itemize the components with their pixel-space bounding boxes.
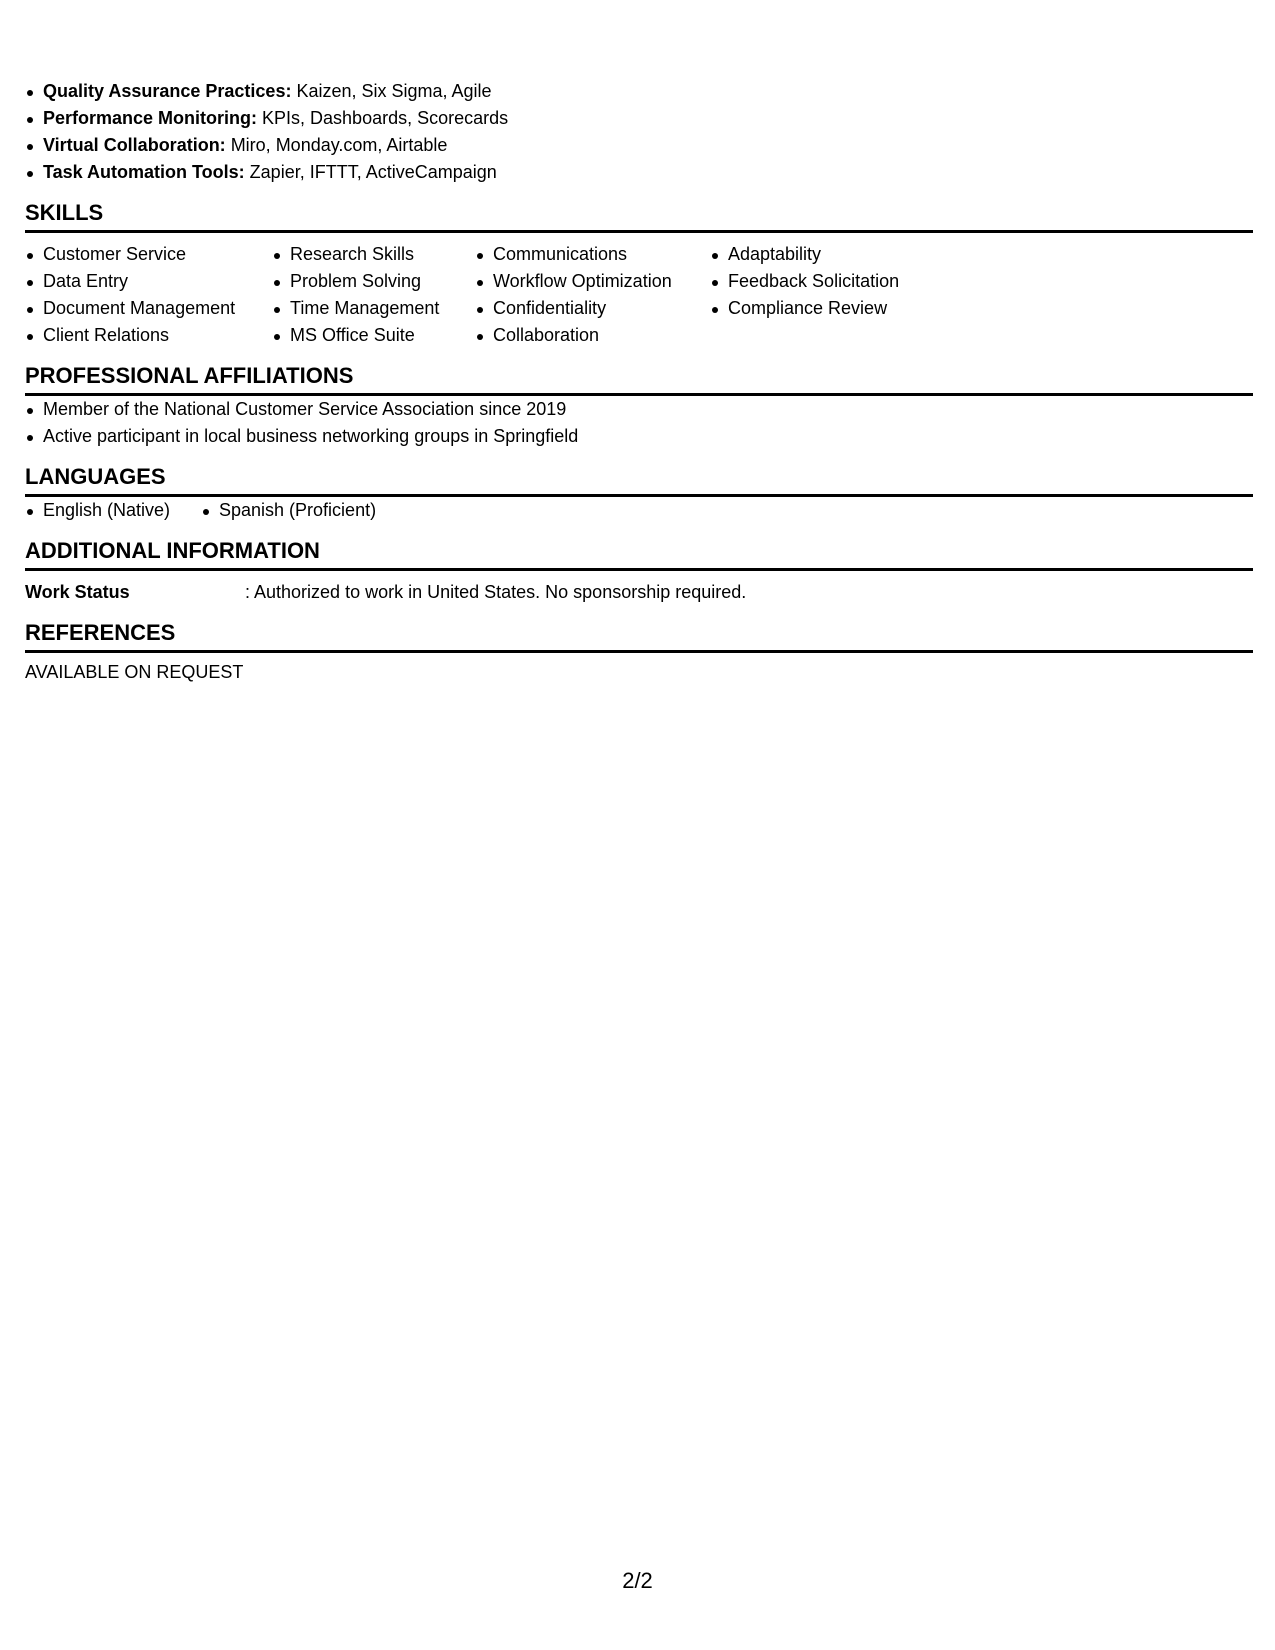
tool-label: Task Automation Tools: xyxy=(43,162,245,182)
section-heading: ADDITIONAL INFORMATION xyxy=(25,538,1253,571)
skill-item: Document Management xyxy=(25,295,272,322)
language-item: English (Native) xyxy=(25,497,201,524)
language-item: Spanish (Proficient) xyxy=(201,497,376,524)
list-item xyxy=(25,105,1253,132)
section-heading: REFERENCES xyxy=(25,620,1253,653)
languages-section xyxy=(25,464,1253,524)
skill-item: Workflow Optimization xyxy=(475,268,710,295)
tool-label: Virtual Collaboration: xyxy=(43,135,226,155)
skills-grid xyxy=(25,241,1253,349)
skill-item: Problem Solving xyxy=(272,268,475,295)
tool-label: Performance Monitoring: xyxy=(43,108,258,128)
list-item: Active participant in local business networking groups in Springfield xyxy=(25,423,1253,450)
section-heading: LANGUAGES xyxy=(25,464,1253,497)
skill-item: MS Office Suite xyxy=(272,322,475,349)
section-heading: PROFESSIONAL AFFILIATIONS xyxy=(25,363,1253,396)
skill-item: Communications xyxy=(475,241,710,268)
list-item xyxy=(25,78,1253,105)
work-status-row xyxy=(25,579,1253,606)
list-item: Member of the National Customer Service Association since 2019 xyxy=(25,396,1253,423)
references-section xyxy=(25,620,1253,686)
skill-item: Feedback Solicitation xyxy=(710,268,930,295)
additional-info-section xyxy=(25,538,1253,606)
skills-column xyxy=(710,241,930,349)
affiliations-list xyxy=(25,396,1253,450)
skill-item: Compliance Review xyxy=(710,295,930,322)
page-number: 2/2 xyxy=(622,1568,653,1593)
skills-column xyxy=(25,241,272,349)
list-item xyxy=(25,159,1253,186)
tool-value: Kaizen, Six Sigma, Agile xyxy=(291,81,492,101)
tool-value: Miro, Monday.com, Airtable xyxy=(225,135,448,155)
skill-item: Data Entry xyxy=(25,268,272,295)
skill-item: Confidentiality xyxy=(475,295,710,322)
skill-item: Customer Service xyxy=(25,241,272,268)
work-status-label: Work Status xyxy=(25,582,130,602)
affiliations-section xyxy=(25,363,1253,450)
tool-value: KPIs, Dashboards, Scorecards xyxy=(257,108,509,128)
references-text: AVAILABLE ON REQUEST xyxy=(25,662,244,682)
tool-label: Quality Assurance Practices: xyxy=(43,81,292,101)
resume-page xyxy=(25,78,1253,686)
work-status-value: : Authorized to work in United States. No sponsorship required. xyxy=(245,582,747,602)
list-item xyxy=(25,132,1253,159)
skill-item: Adaptability xyxy=(710,241,930,268)
skill-item: Time Management xyxy=(272,295,475,322)
skill-item: Collaboration xyxy=(475,322,710,349)
skill-item: Research Skills xyxy=(272,241,475,268)
section-heading: SKILLS xyxy=(25,200,1253,233)
skill-item: Client Relations xyxy=(25,322,272,349)
skills-column xyxy=(475,241,710,349)
tool-value: Zapier, IFTTT, ActiveCampaign xyxy=(244,162,497,182)
tools-list xyxy=(25,78,1253,186)
languages-list xyxy=(25,497,1253,524)
skills-column xyxy=(272,241,475,349)
skills-section xyxy=(25,200,1253,349)
